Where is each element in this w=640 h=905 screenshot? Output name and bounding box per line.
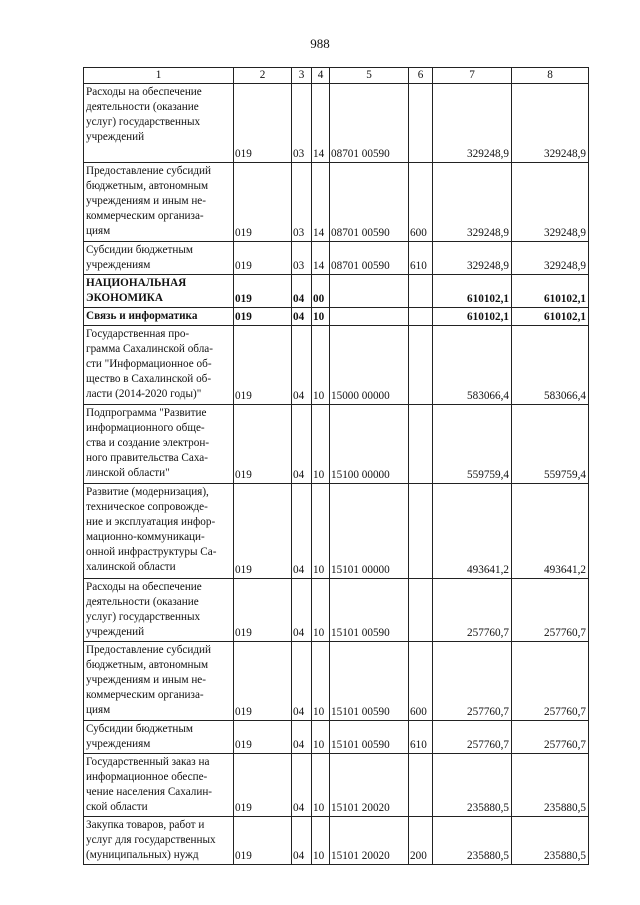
subsection-code: 10 [312,308,330,326]
amount-approved: 610102,1 [512,308,589,326]
target-article-code [330,275,409,308]
row-description: Расходы на обеспечение деятельности (оказание услуг) государственных учреждений [84,579,234,642]
target-article-code: 15101 00590 [330,642,409,721]
section-code: 04 [292,579,312,642]
target-article-code: 08701 00590 [330,84,409,163]
section-code: 04 [292,817,312,865]
section-code: 04 [292,484,312,579]
column-header: 2 [234,68,292,84]
table-row [84,579,589,642]
admin-code: 019 [234,721,292,754]
section-code: 03 [292,242,312,275]
target-article-code: 15100 00000 [330,405,409,484]
amount-plan: 257760,7 [433,721,512,754]
row-description: Расходы на обеспечение деятельности (оказание услуг) государственных учреждений [84,84,234,163]
amount-plan: 559759,4 [433,405,512,484]
budget-table [83,67,589,865]
page-number: 988 [310,36,330,51]
amount-approved: 329248,9 [512,242,589,275]
expense-type-code: 610 [409,721,433,754]
section-code: 03 [292,84,312,163]
table-row [84,242,589,275]
target-article-code: 08701 00590 [330,242,409,275]
amount-plan: 610102,1 [433,275,512,308]
target-article-code: 15101 00590 [330,579,409,642]
subsection-code: 10 [312,642,330,721]
section-code: 04 [292,275,312,308]
row-description: НАЦИОНАЛЬНАЯ ЭКОНОМИКА [84,275,234,308]
admin-code: 019 [234,163,292,242]
amount-approved: 493641,2 [512,484,589,579]
expense-type-code [409,405,433,484]
expense-type-code: 610 [409,242,433,275]
expense-type-code [409,308,433,326]
column-header: 6 [409,68,433,84]
amount-approved: 610102,1 [512,275,589,308]
admin-code: 019 [234,326,292,405]
amount-approved: 329248,9 [512,84,589,163]
column-header: 1 [84,68,234,84]
subsection-code: 10 [312,754,330,817]
section-code: 04 [292,721,312,754]
subsection-code: 14 [312,163,330,242]
section-code: 04 [292,754,312,817]
subsection-code: 10 [312,721,330,754]
table-row [84,484,589,579]
amount-plan: 235880,5 [433,817,512,865]
admin-code: 019 [234,275,292,308]
table-row [84,642,589,721]
subsection-code: 14 [312,84,330,163]
row-description: Развитие (модернизация), техническое сопровожде- ние и эксплуатация инфор- мационно-коммуникаци- онной инфраструктуры Са- халинской области [84,484,234,579]
table-row [84,326,589,405]
admin-code: 019 [234,405,292,484]
row-description: Государственный заказ на информационное обеспе- чение населения Сахалин- ской области [84,754,234,817]
row-description: Субсидии бюджетным учреждениям [84,721,234,754]
target-article-code [330,308,409,326]
amount-approved: 559759,4 [512,405,589,484]
table-body [84,84,589,865]
admin-code: 019 [234,84,292,163]
admin-code: 019 [234,817,292,865]
amount-plan: 235880,5 [433,754,512,817]
amount-plan: 329248,9 [433,242,512,275]
admin-code: 019 [234,754,292,817]
amount-approved: 257760,7 [512,721,589,754]
expense-type-code [409,579,433,642]
subsection-code: 10 [312,579,330,642]
table-row [84,817,589,865]
amount-approved: 583066,4 [512,326,589,405]
admin-code: 019 [234,642,292,721]
amount-approved: 329248,9 [512,163,589,242]
section-code: 03 [292,163,312,242]
table-row [84,163,589,242]
target-article-code: 15101 20020 [330,754,409,817]
amount-approved: 235880,5 [512,817,589,865]
subsection-code: 14 [312,242,330,275]
expense-type-code [409,754,433,817]
subsection-code: 00 [312,275,330,308]
section-code: 04 [292,405,312,484]
amount-plan: 257760,7 [433,579,512,642]
amount-plan: 493641,2 [433,484,512,579]
admin-code: 019 [234,579,292,642]
admin-code: 019 [234,484,292,579]
row-description: Предоставление субсидий бюджетным, автономным учреждениям и иным не- коммерческим организа- циям [84,163,234,242]
table-row [84,308,589,326]
target-article-code: 15101 00590 [330,721,409,754]
table-row [84,754,589,817]
admin-code: 019 [234,308,292,326]
amount-approved: 257760,7 [512,579,589,642]
subsection-code: 10 [312,817,330,865]
column-header: 5 [330,68,409,84]
row-description: Закупка товаров, работ и услуг для государственных (муниципальных) нужд [84,817,234,865]
table-row [84,405,589,484]
column-header: 7 [433,68,512,84]
subsection-code: 10 [312,326,330,405]
row-description: Субсидии бюджетным учреждениям [84,242,234,275]
expense-type-code: 200 [409,817,433,865]
table-row [84,721,589,754]
subsection-code: 10 [312,405,330,484]
expense-type-code [409,326,433,405]
section-code: 04 [292,642,312,721]
amount-plan: 610102,1 [433,308,512,326]
table-row [84,275,589,308]
amount-plan: 329248,9 [433,163,512,242]
target-article-code: 15000 00000 [330,326,409,405]
target-article-code: 08701 00590 [330,163,409,242]
expense-type-code [409,484,433,579]
row-description: Предоставление субсидий бюджетным, автономным учреждениям и иным не- коммерческим организа- циям [84,642,234,721]
amount-plan: 329248,9 [433,84,512,163]
amount-approved: 235880,5 [512,754,589,817]
amount-plan: 257760,7 [433,642,512,721]
column-header: 3 [292,68,312,84]
header-row [84,68,589,84]
target-article-code: 15101 20020 [330,817,409,865]
expense-type-code [409,275,433,308]
amount-plan: 583066,4 [433,326,512,405]
expense-type-code [409,84,433,163]
amount-approved: 257760,7 [512,642,589,721]
table-row [84,84,589,163]
expense-type-code: 600 [409,642,433,721]
section-code: 04 [292,308,312,326]
column-header: 4 [312,68,330,84]
section-code: 04 [292,326,312,405]
expense-type-code: 600 [409,163,433,242]
subsection-code: 10 [312,484,330,579]
row-description: Связь и информатика [84,308,234,326]
row-description: Подпрограмма "Развитие информационного обще- ства и создание электрон- ного правительства Саха- линской области" [84,405,234,484]
admin-code: 019 [234,242,292,275]
target-article-code: 15101 00000 [330,484,409,579]
column-header: 8 [512,68,589,84]
row-description: Государственная про- грамма Сахалинской обла- сти "Информационное об- щество в Сахалинской об- ласти (2014-2020 годы)" [84,326,234,405]
